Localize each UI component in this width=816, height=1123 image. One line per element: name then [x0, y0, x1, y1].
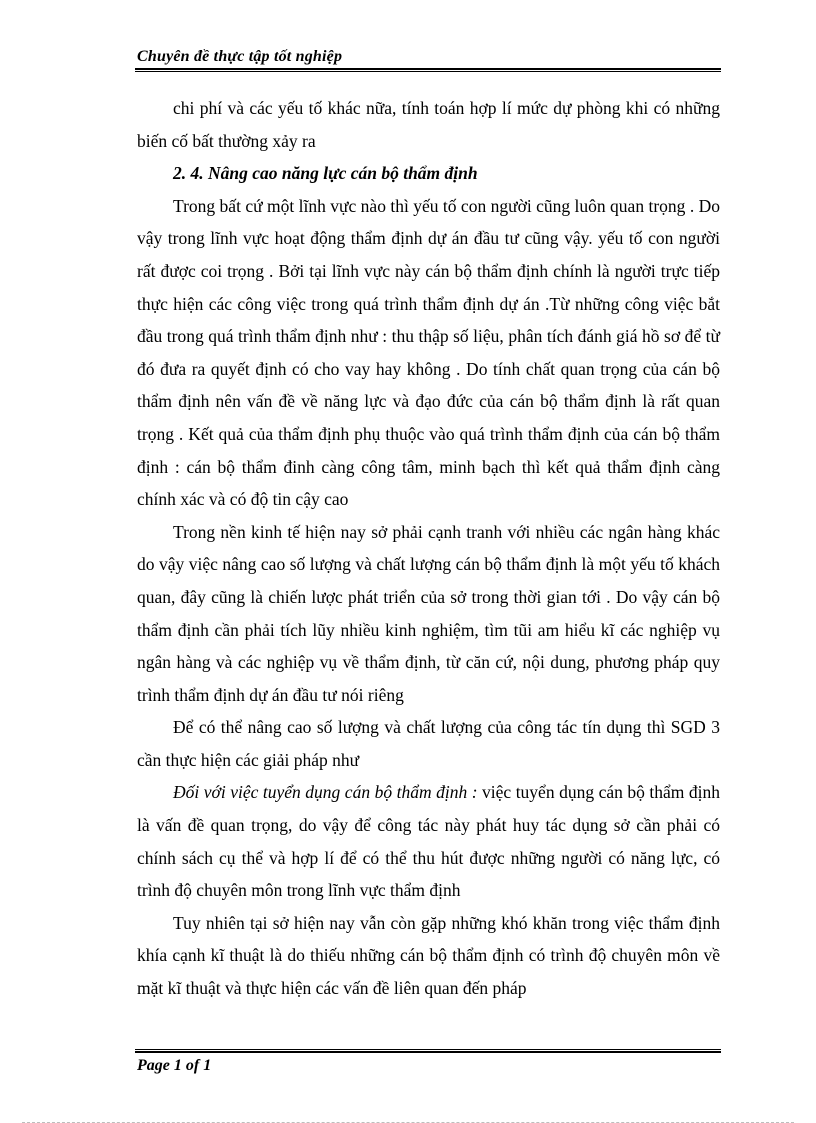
document-body: [137, 92, 720, 1005]
header-rule: [135, 68, 721, 70]
paragraph-5: [137, 776, 720, 906]
footer-rule-thin: [135, 1049, 721, 1050]
header-title: Chuyên đề thực tập tốt nghiệp: [137, 48, 343, 65]
footer-rule: [135, 1051, 721, 1053]
paragraph-1: chi phí và các yếu tố khác nữa, tính toán hợp lí mức dự phòng khi có những biến cố bất thường xảy ra: [137, 98, 720, 151]
section-heading: 2. 4. Nâng cao năng lực cán bộ thẩm định: [173, 163, 478, 184]
page-number: Page 1 of 1: [137, 1057, 212, 1074]
header-rule-thin: [135, 71, 721, 72]
paragraph-3: Trong nền kinh tế hiện nay sở phải cạnh tranh với nhiều các ngân hàng khác do vậy việc nâng cao số lượng và chất lượng cán bộ thẩm định là một yếu tố khách quan, đây cũng là chiến lược phát triển của sở trong thời gian tới . Do vậy cán bộ thẩm định cần phải tích lũy nhiều kinh nghiệm, tìm tũi am hiểu kĩ các nghiệp vụ ngân hàng và các nghiệp vụ về thẩm định, từ căn cứ, nội dung, phương pháp quy trình thẩm định dự án đầu tư nói riêng: [137, 521, 720, 705]
paragraph-4: Để có thể nâng cao số lượng và chất lượng của công tác tín dụng thì SGD 3 cần thực hiện các giải pháp như: [137, 717, 720, 770]
paragraph-6: Tuy nhiên tại sở hiện nay vẫn còn gặp những khó khăn trong việc thẩm định khía cạnh kĩ thuật là do thiếu những cán bộ thẩm định có trình độ chuyên môn về mặt kĩ thuật và thực hiện các vấn đề liên quan đến pháp: [137, 912, 720, 999]
paragraph-5-rest: việc tuyển dụng cán bộ thẩm định là vấn đề quan trọng, do vậy để công tác này phát huy tác dụng sở cần phải có chính sách cụ thể và hợp lí để có thể thu hút được những người có năng lực, có trình độ chuyên môn trong lĩnh vực thẩm định: [137, 782, 720, 901]
paragraph-2: Trong bất cứ một lĩnh vực nào thì yếu tố con người cũng luôn quan trọng . Do vậy trong lĩnh vực hoạt động thẩm định dự án đầu tư cũng vậy. yếu tố con người rất được coi trọng . Bởi tại lĩnh vực này cán bộ thẩm định chính là người trực tiếp thực hiện các công việc trong quá trình thẩm định dự án .Từ những công việc bắt đầu trong quá trình thẩm định như : thu thập số liệu, phân tích đánh giá hồ sơ để từ đó đưa ra quyết định có cho vay hay không . Do tính chất quan trọng của cán bộ thẩm định nên vấn đề về năng lực và đạo đức của cán bộ thẩm định là rất quan trọng . Kết quả của thẩm định phụ thuộc vào quá trình thẩm định của cán bộ thẩm định : cán bộ thẩm đinh càng công tâm, minh bạch thì kết quả thẩm định càng chính xác và có độ tin cậy cao: [137, 195, 720, 510]
paragraph-5-lead: Đối với việc tuyển dụng cán bộ thẩm định :: [173, 782, 478, 803]
